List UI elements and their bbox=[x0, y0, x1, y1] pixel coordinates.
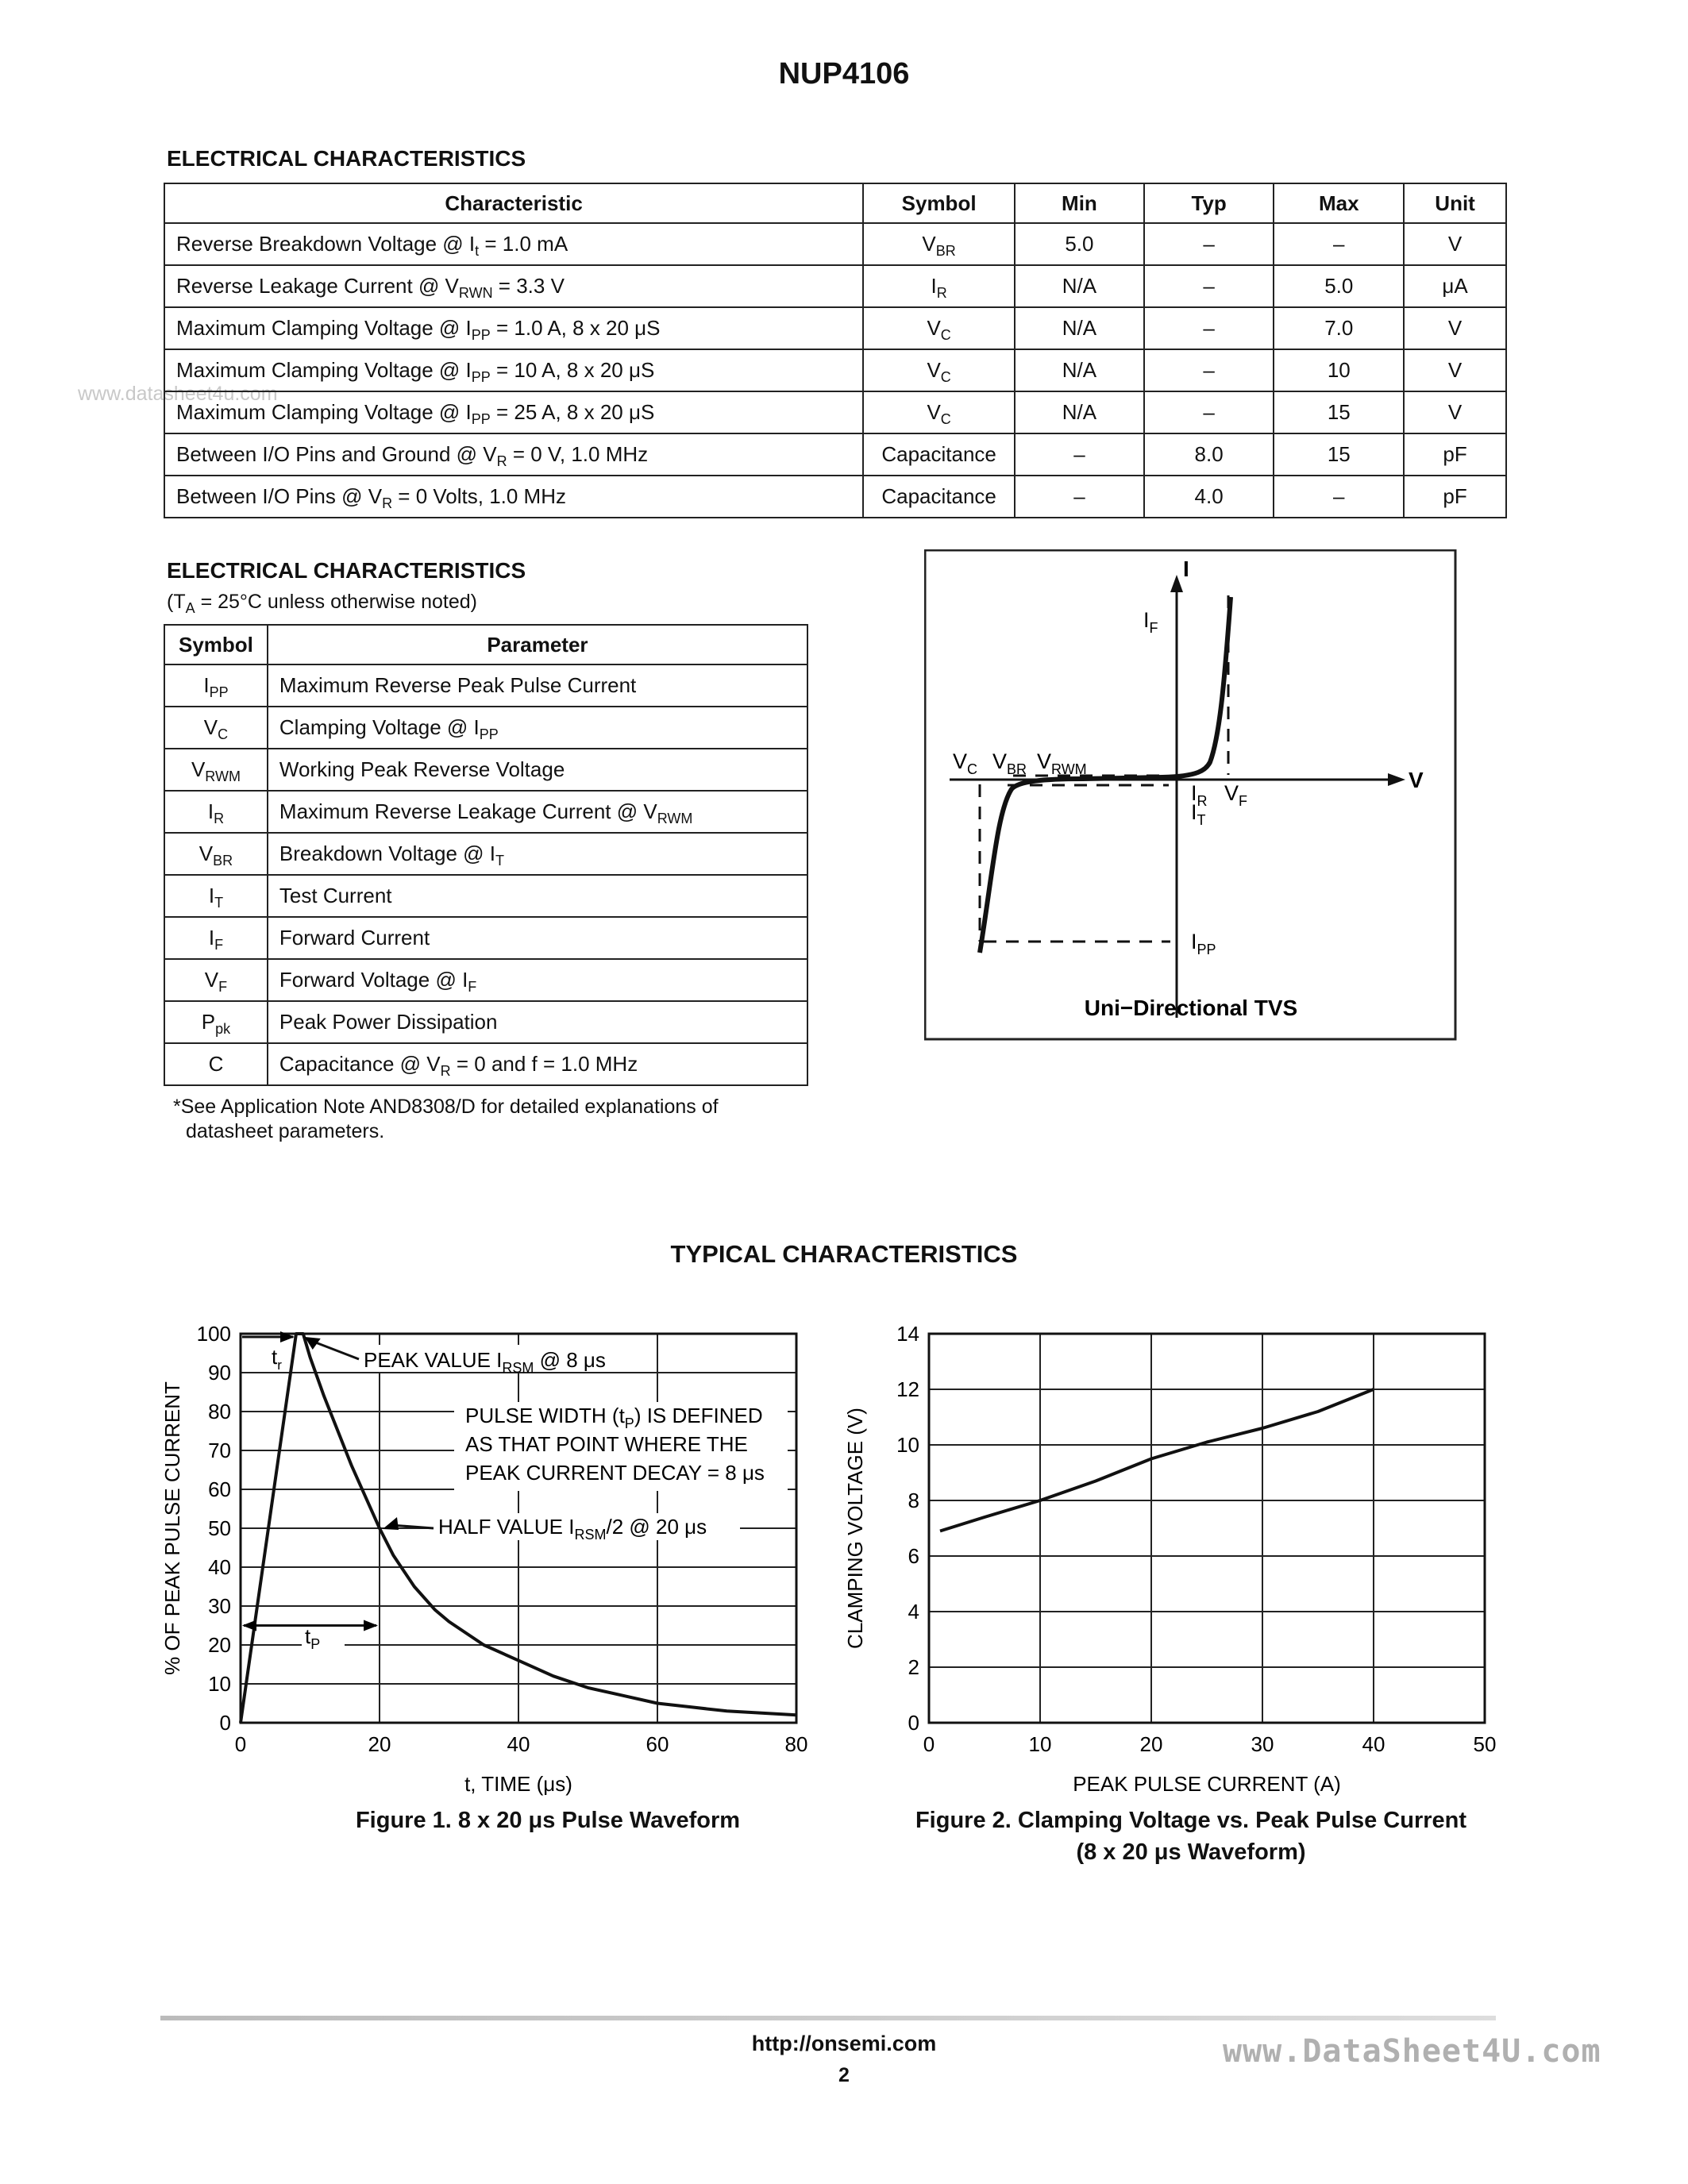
half-arrowhead bbox=[383, 1517, 399, 1530]
i-axis-arrow bbox=[1170, 575, 1183, 592]
unit-cell: pF bbox=[1404, 433, 1506, 476]
watermark-right: www.DataSheet4U.com bbox=[1223, 2033, 1601, 2070]
pulse-width-label-2: AS THAT POINT WHERE THE bbox=[465, 1432, 748, 1456]
vrwm-label: $V_{RWM}$ bbox=[1037, 749, 1087, 777]
typ-cell: 8.0 bbox=[1144, 433, 1274, 476]
parameter-table bbox=[164, 624, 808, 1086]
min-cell: N/A bbox=[1015, 349, 1144, 391]
y-tick-label: 30 bbox=[208, 1594, 231, 1618]
x-axis-label: PEAK PULSE CURRENT (A) bbox=[1073, 1772, 1341, 1796]
symbol-cell: C bbox=[164, 1043, 268, 1085]
max-cell: – bbox=[1274, 223, 1404, 265]
parameter-cell: Working Peak Reverse Voltage bbox=[268, 749, 807, 791]
parameter-cell: Maximum Reverse Peak Pulse Current bbox=[268, 664, 807, 707]
symbol-cell: $V_C$ bbox=[863, 391, 1015, 433]
table-row bbox=[164, 349, 1506, 391]
half-value-label: HALF VALUE $I_{RSM}/2$ @ 20 μs bbox=[438, 1515, 707, 1543]
y-tick-label: 10 bbox=[896, 1433, 919, 1457]
typical-characteristics-heading: TYPICAL CHARACTERISTICS bbox=[670, 1240, 1018, 1268]
clamping-voltage-chart bbox=[834, 1318, 1532, 1810]
tp-arrow-left bbox=[242, 1620, 256, 1631]
y-tick-label: 90 bbox=[208, 1361, 231, 1385]
y-tick-label: 100 bbox=[196, 1322, 231, 1346]
y-tick-label: 60 bbox=[208, 1477, 231, 1501]
watermark-left: www.datasheet4u.com bbox=[78, 383, 278, 405]
parameter-cell: Peak Power Dissipation bbox=[268, 1001, 807, 1043]
diagram-caption: Uni−Directional TVS bbox=[1084, 996, 1298, 1020]
typ-cell: – bbox=[1144, 223, 1274, 265]
max-cell: 7.0 bbox=[1274, 307, 1404, 349]
figure-2-caption: Figure 2. Clamping Voltage vs. Peak Pulse Current (8 x 20 μs Waveform) bbox=[915, 1808, 1467, 1865]
y-tick-label: 0 bbox=[908, 1711, 919, 1735]
symbol-cell: $V_C$ bbox=[863, 349, 1015, 391]
vbr-label: $V_{BR}$ bbox=[992, 749, 1027, 777]
table-row bbox=[164, 791, 807, 833]
pulse-width-label-3: PEAK CURRENT DECAY = 8 μs bbox=[465, 1461, 765, 1485]
table-row bbox=[164, 223, 1506, 265]
symbol-cell: $I_R$ bbox=[164, 791, 268, 833]
column-header: Typ bbox=[1144, 183, 1274, 223]
symbol-cell: $I_F$ bbox=[164, 917, 268, 959]
if-label: $I_F$ bbox=[1143, 608, 1158, 636]
table-row bbox=[164, 391, 1506, 433]
ipp-label: $I_{PP}$ bbox=[1191, 930, 1216, 957]
table-row bbox=[164, 664, 807, 707]
min-cell: N/A bbox=[1015, 307, 1144, 349]
table-row bbox=[164, 433, 1506, 476]
table-row bbox=[164, 875, 807, 917]
y-axis-label: % OF PEAK PULSE CURRENT bbox=[160, 1381, 184, 1675]
characteristic-cell: Maximum Clamping Voltage @ $I_{PP} = 25$ A, 8 x 20 μS bbox=[164, 391, 863, 433]
unit-cell: V bbox=[1404, 391, 1506, 433]
symbol-cell: $P_{pk}$ bbox=[164, 1001, 268, 1043]
y-tick-label: 12 bbox=[896, 1377, 919, 1401]
min-cell: – bbox=[1015, 476, 1144, 518]
x-tick-label: 30 bbox=[1251, 1732, 1274, 1756]
tp-label: $t_P$ bbox=[305, 1624, 321, 1652]
column-header: Characteristic bbox=[164, 183, 863, 223]
table-row bbox=[164, 307, 1506, 349]
unit-cell: V bbox=[1404, 349, 1506, 391]
y-tick-label: 8 bbox=[908, 1489, 919, 1512]
x-tick-label: 60 bbox=[646, 1732, 669, 1756]
pulse-waveform-chart bbox=[151, 1318, 850, 1810]
x-tick-label: 20 bbox=[368, 1732, 391, 1756]
symbol-cell: $V_C$ bbox=[863, 307, 1015, 349]
parameter-cell: Capacitance @ $V_R = 0$ and f = 1.0 MHz bbox=[268, 1043, 807, 1085]
column-header: Unit bbox=[1404, 183, 1506, 223]
characteristic-cell: Between I/O Pins @ $V_R = 0$ Volts, 1.0 MHz bbox=[164, 476, 863, 518]
column-header: Min bbox=[1015, 183, 1144, 223]
characteristic-cell: Maximum Clamping Voltage @ $I_{PP} = 10$ A, 8 x 20 μS bbox=[164, 349, 863, 391]
min-cell: – bbox=[1015, 433, 1144, 476]
footer-rule bbox=[160, 2016, 1496, 2020]
vf-label: $V_F$ bbox=[1224, 781, 1248, 809]
y-tick-label: 20 bbox=[208, 1633, 231, 1657]
table-row bbox=[164, 959, 807, 1001]
electrical-characteristics-heading: ELECTRICAL CHARACTERISTICS bbox=[167, 146, 526, 171]
max-cell: 15 bbox=[1274, 391, 1404, 433]
max-cell: 5.0 bbox=[1274, 265, 1404, 307]
x-tick-label: 20 bbox=[1139, 1732, 1163, 1756]
conditions-note: ($T_A = 25^\circ C$ unless otherwise noted) bbox=[167, 591, 477, 616]
y-tick-label: 2 bbox=[908, 1655, 919, 1679]
x-tick-label: 40 bbox=[507, 1732, 530, 1756]
table-row bbox=[164, 265, 1506, 307]
parameter-cell: Test Current bbox=[268, 875, 807, 917]
x-axis-label: t, TIME (μs) bbox=[464, 1772, 572, 1796]
typ-cell: 4.0 bbox=[1144, 476, 1274, 518]
column-header: Symbol bbox=[164, 625, 268, 664]
table-header-row bbox=[164, 625, 807, 664]
column-header: Symbol bbox=[863, 183, 1015, 223]
typ-cell: – bbox=[1144, 391, 1274, 433]
symbol-cell: $V_{RWM}$ bbox=[164, 749, 268, 791]
y-tick-label: 0 bbox=[219, 1711, 231, 1735]
v-axis-arrow bbox=[1388, 773, 1405, 786]
table-row bbox=[164, 917, 807, 959]
characteristic-cell: Between I/O Pins and Ground @ $V_R = 0$ V, 1.0 MHz bbox=[164, 433, 863, 476]
max-cell: 15 bbox=[1274, 433, 1404, 476]
column-header: Parameter bbox=[268, 625, 807, 664]
x-tick-label: 10 bbox=[1028, 1732, 1052, 1756]
unit-cell: μA bbox=[1404, 265, 1506, 307]
y-tick-label: 40 bbox=[208, 1555, 231, 1579]
y-tick-label: 6 bbox=[908, 1544, 919, 1568]
table-row bbox=[164, 1001, 807, 1043]
min-cell: N/A bbox=[1015, 265, 1144, 307]
it-label: $I_T$ bbox=[1191, 800, 1206, 828]
series-line bbox=[940, 1389, 1374, 1531]
x-tick-label: 80 bbox=[784, 1732, 808, 1756]
symbol-cell: $V_{BR}$ bbox=[164, 833, 268, 875]
table-row bbox=[164, 476, 1506, 518]
typ-cell: – bbox=[1144, 307, 1274, 349]
page-number: 2 bbox=[838, 2064, 850, 2086]
unit-cell: pF bbox=[1404, 476, 1506, 518]
tp-arrow-right bbox=[364, 1620, 378, 1631]
table-row bbox=[164, 1043, 807, 1085]
typ-cell: – bbox=[1144, 265, 1274, 307]
min-cell: N/A bbox=[1015, 391, 1144, 433]
table-header-row bbox=[164, 183, 1506, 223]
table-row bbox=[164, 833, 807, 875]
characteristic-cell: Reverse Leakage Current @ $V_{RWN} = 3.3$ V bbox=[164, 265, 863, 307]
i-axis-label: I bbox=[1183, 557, 1189, 581]
max-cell: – bbox=[1274, 476, 1404, 518]
x-tick-label: 0 bbox=[923, 1732, 935, 1756]
figure-1-caption: Figure 1. 8 x 20 μs Pulse Waveform bbox=[355, 1808, 741, 1833]
symbol-cell: Capacitance bbox=[863, 476, 1015, 518]
table-row bbox=[164, 707, 807, 749]
max-cell: 10 bbox=[1274, 349, 1404, 391]
unit-cell: V bbox=[1404, 223, 1506, 265]
symbol-cell: $V_{BR}$ bbox=[863, 223, 1015, 265]
typ-cell: – bbox=[1144, 349, 1274, 391]
diagram-frame bbox=[925, 550, 1455, 1039]
footnote: *See Application Note AND8308/D for detailed explanations of datasheet parameters. bbox=[173, 1096, 719, 1142]
peak-value-label: PEAK VALUE $I_{RSM}$ @ 8 μs bbox=[364, 1348, 606, 1376]
x-tick-label: 40 bbox=[1362, 1732, 1385, 1756]
symbol-cell: $V_F$ bbox=[164, 959, 268, 1001]
symbol-cell: $I_T$ bbox=[164, 875, 268, 917]
column-header: Max bbox=[1274, 183, 1404, 223]
parameter-cell: Forward Voltage @ $I_F$ bbox=[268, 959, 807, 1001]
characteristic-cell: Maximum Clamping Voltage @ $I_{PP} = 1.0$ A, 8 x 20 μS bbox=[164, 307, 863, 349]
x-tick-label: 50 bbox=[1473, 1732, 1497, 1756]
table-row bbox=[164, 749, 807, 791]
x-tick-label: 0 bbox=[234, 1732, 247, 1756]
pulse-width-label-1: PULSE WIDTH $(t_P)$ IS DEFINED bbox=[465, 1404, 763, 1431]
unit-cell: V bbox=[1404, 307, 1506, 349]
symbol-cell: $I_{PP}$ bbox=[164, 664, 268, 707]
electrical-characteristics-2-heading: ELECTRICAL CHARACTERISTICS bbox=[167, 558, 526, 583]
vc-label: $V_C$ bbox=[953, 749, 978, 777]
electrical-characteristics-table bbox=[164, 183, 1507, 518]
plot-frame bbox=[929, 1334, 1485, 1723]
y-tick-label: 14 bbox=[896, 1322, 919, 1346]
tvs-iv-diagram bbox=[924, 549, 1458, 1042]
y-axis-label: CLAMPING VOLTAGE (V) bbox=[843, 1408, 867, 1649]
parameter-cell: Forward Current bbox=[268, 917, 807, 959]
parameter-cell: Clamping Voltage @ $I_{PP}$ bbox=[268, 707, 807, 749]
y-tick-label: 4 bbox=[908, 1600, 919, 1624]
footer-url[interactable]: http://onsemi.com bbox=[751, 2032, 937, 2055]
parameter-cell: Breakdown Voltage @ $I_T$ bbox=[268, 833, 807, 875]
y-tick-label: 10 bbox=[208, 1672, 231, 1696]
y-tick-label: 70 bbox=[208, 1439, 231, 1462]
characteristic-cell: Reverse Breakdown Voltage @ $I_t = 1.0$ mA bbox=[164, 223, 863, 265]
symbol-cell: Capacitance bbox=[863, 433, 1015, 476]
symbol-cell: $V_C$ bbox=[164, 707, 268, 749]
ir-label: $I_R$ bbox=[1191, 781, 1208, 809]
parameter-cell: Maximum Reverse Leakage Current @ $V_{RWM}$ bbox=[268, 791, 807, 833]
symbol-cell: $I_R$ bbox=[863, 265, 1015, 307]
v-axis-label: V bbox=[1409, 768, 1424, 792]
tr-label: $t_r$ bbox=[272, 1345, 282, 1373]
page-title: NUP4106 bbox=[778, 57, 910, 91]
y-tick-label: 50 bbox=[208, 1516, 231, 1540]
min-cell: 5.0 bbox=[1015, 223, 1144, 265]
y-tick-label: 80 bbox=[208, 1400, 231, 1423]
